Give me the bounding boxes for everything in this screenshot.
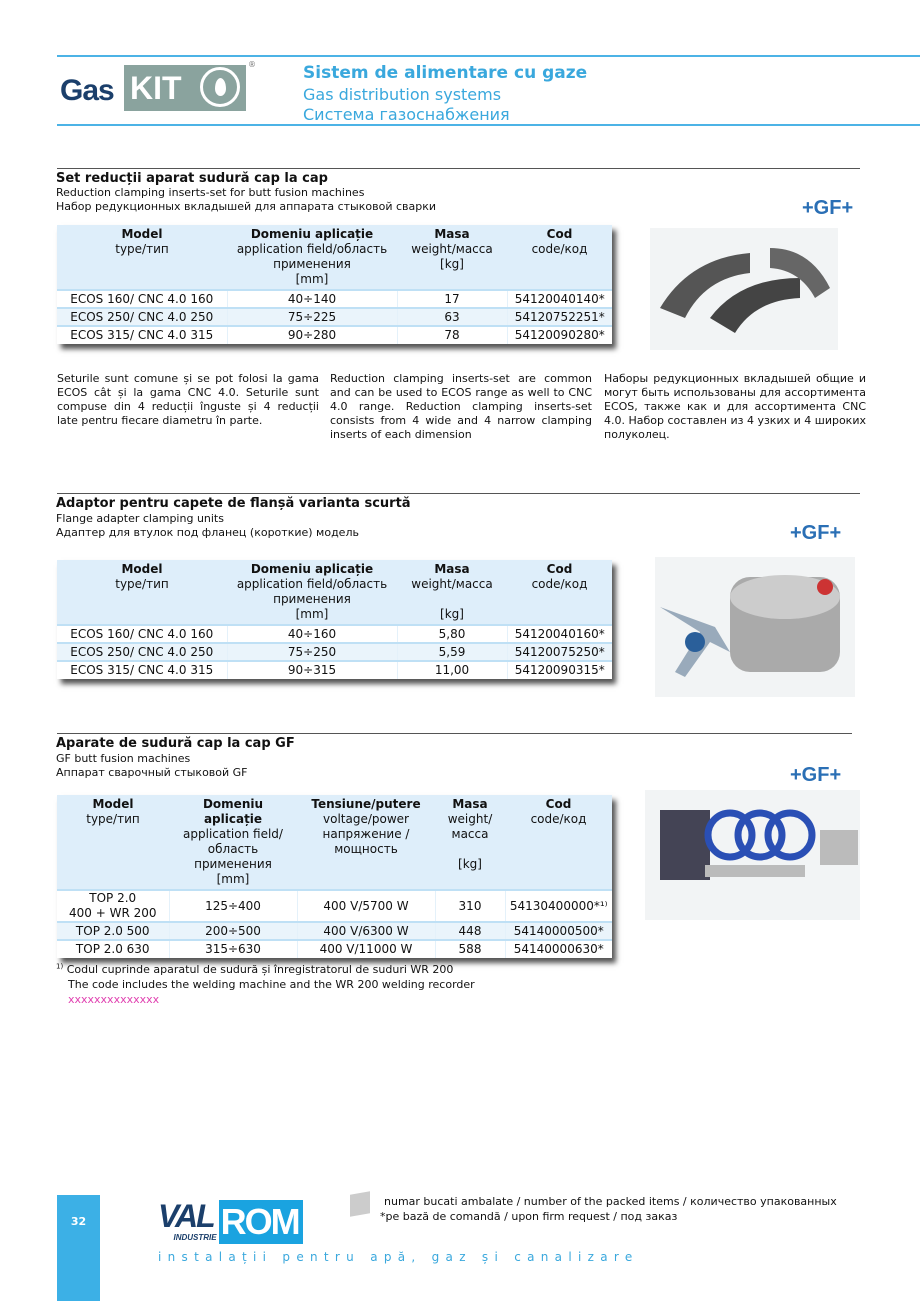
column-header bbox=[435, 795, 505, 890]
column-header-line: type/тип bbox=[86, 812, 140, 826]
column-header-title: Cod bbox=[545, 797, 572, 811]
table-cell: 54120075250* bbox=[507, 643, 612, 661]
column-header-line: type/тип bbox=[115, 242, 169, 256]
footnote-ro bbox=[56, 963, 453, 977]
section-subtitle-ru: Адаптер для втулок под фланец (короткие) модель bbox=[56, 526, 359, 539]
table-cell: ECOS 160/ CNC 4.0 160 bbox=[57, 290, 227, 308]
section-subtitle-ru: Набор редукционных вкладышей для аппарата стыковой сварки bbox=[56, 200, 437, 213]
valrom-logo bbox=[158, 1200, 303, 1246]
table-cell: ECOS 315/ CNC 4.0 315 bbox=[57, 661, 227, 679]
column-header-title: Tensiune/putere bbox=[311, 797, 421, 811]
gf-logo: +GF+ bbox=[790, 522, 842, 544]
column-header bbox=[227, 560, 397, 625]
table-cell: 400 V/6300 W bbox=[297, 922, 435, 940]
description-ru: Наборы редукционных вкладышей общие и могут быть использованы для ассортимента ECOS, также как и для ассортимента CNC 4.0. Набор составлен из 4 узких и 4 широких полуколец. bbox=[604, 372, 866, 441]
column-header bbox=[227, 225, 397, 290]
section-rule bbox=[57, 733, 852, 734]
table-cell: ECOS 250/ CNC 4.0 250 bbox=[57, 308, 227, 326]
table-header-row bbox=[57, 225, 612, 290]
table-row bbox=[57, 940, 612, 958]
table-cell: ECOS 250/ CNC 4.0 250 bbox=[57, 643, 227, 661]
column-header-line: application field/область bbox=[236, 242, 388, 256]
registered-icon: ® bbox=[248, 60, 256, 69]
footnote-en: The code includes the welding machine and the WR 200 welding recorder bbox=[68, 978, 475, 991]
gaskit-logo-kit-text: KIT bbox=[130, 70, 182, 106]
table-row bbox=[57, 890, 612, 922]
gaskit-logo-gas: Gas bbox=[60, 74, 114, 107]
section-subtitle-en: GF butt fusion machines bbox=[56, 752, 191, 765]
table-cell: TOP 2.0 500 bbox=[57, 922, 169, 940]
table-header-row bbox=[57, 795, 612, 890]
column-header-line: code/код bbox=[531, 577, 588, 591]
product-table bbox=[57, 225, 612, 344]
header-bottom-rule bbox=[57, 124, 920, 126]
page-title-ru: Система газоснабжения bbox=[303, 105, 510, 124]
legend-firm-request: *pe bază de comandă / upon firm request / под заказ bbox=[380, 1210, 678, 1223]
page-number: 32 bbox=[57, 1195, 100, 1301]
valrom-logo-val: VAL bbox=[158, 1198, 214, 1234]
table-cell: 75÷250 bbox=[227, 643, 397, 661]
column-header bbox=[505, 795, 612, 890]
column-header-line: напряжение / bbox=[322, 827, 410, 841]
table-cell: ECOS 160/ CNC 4.0 160 bbox=[57, 625, 227, 643]
column-header-line: [kg] bbox=[440, 257, 464, 271]
table-cell: 315÷630 bbox=[169, 940, 297, 958]
column-header-line: [mm] bbox=[295, 607, 329, 621]
product-image-clamping-inserts bbox=[650, 228, 838, 350]
legend-packed-items: numar bucati ambalate / number of the packed items / количество упакованных bbox=[384, 1195, 837, 1208]
column-header-title: Cod bbox=[546, 227, 573, 241]
table-cell: 40÷140 bbox=[227, 290, 397, 308]
column-header-title: Model bbox=[121, 227, 163, 241]
table-row bbox=[57, 308, 612, 326]
column-header-title: Model bbox=[121, 562, 163, 576]
column-header-title: Cod bbox=[546, 562, 573, 576]
table-cell: 54120090280* bbox=[507, 326, 612, 344]
column-header-title: Domeniu aplicație bbox=[250, 562, 374, 576]
table-cell: 448 bbox=[435, 922, 505, 940]
product-table bbox=[57, 560, 612, 679]
product-image-flange-adapter bbox=[655, 557, 855, 697]
flame-icon bbox=[200, 67, 240, 107]
table-cell: 54140000500* bbox=[505, 922, 612, 940]
column-header-line: code/код bbox=[530, 812, 587, 826]
valrom-logo-val-group bbox=[158, 1200, 217, 1243]
table-header-row bbox=[57, 560, 612, 625]
column-header-line: code/код bbox=[531, 242, 588, 256]
column-header-line: [kg] bbox=[458, 857, 482, 871]
product-table bbox=[57, 795, 612, 958]
table-cell: 54130400000*¹⁾ bbox=[505, 890, 612, 922]
column-header-line: применения bbox=[273, 592, 351, 606]
table-cell: 400 V/5700 W bbox=[297, 890, 435, 922]
column-header-line: weight/масса bbox=[411, 242, 493, 256]
header-top-rule bbox=[57, 55, 920, 57]
box-icon bbox=[350, 1191, 370, 1217]
column-header-line: application field/область bbox=[236, 577, 388, 591]
column-header bbox=[169, 795, 297, 890]
table-cell: 11,00 bbox=[397, 661, 507, 679]
section-title: Set reducții aparat sudură cap la cap bbox=[56, 171, 328, 186]
table-cell: 54140000630* bbox=[505, 940, 612, 958]
table-cell: ECOS 315/ CNC 4.0 315 bbox=[57, 326, 227, 344]
column-header-line: [mm] bbox=[216, 872, 250, 886]
column-header-title: Domeniu aplicație bbox=[202, 797, 264, 826]
column-header-line: применения bbox=[194, 857, 272, 871]
table-row bbox=[57, 643, 612, 661]
section-subtitle-ru: Аппарат сварочный стыковой GF bbox=[56, 766, 248, 779]
column-header bbox=[507, 560, 612, 625]
table-cell: TOP 2.0 400 + WR 200 bbox=[57, 890, 169, 922]
footnote-ro-text: Codul cuprinde aparatul de sudură și înregistratorul de suduri WR 200 bbox=[66, 963, 454, 976]
table-cell: 200÷500 bbox=[169, 922, 297, 940]
table-cell: 17 bbox=[397, 290, 507, 308]
column-header-title: Masa bbox=[434, 227, 470, 241]
section-rule bbox=[57, 493, 860, 494]
footnote-marker: 1) bbox=[56, 962, 64, 971]
section-title: Aparate de sudură cap la cap GF bbox=[56, 736, 295, 751]
column-header-title: Masa bbox=[452, 797, 488, 811]
column-header-line: weight/ bbox=[447, 812, 493, 826]
table-cell: 54120040140* bbox=[507, 290, 612, 308]
table-cell: 63 bbox=[397, 308, 507, 326]
table-row bbox=[57, 661, 612, 679]
table-row bbox=[57, 625, 612, 643]
table-cell: 75÷225 bbox=[227, 308, 397, 326]
column-header bbox=[57, 225, 227, 290]
table-cell: 90÷315 bbox=[227, 661, 397, 679]
column-header-line: мощность bbox=[334, 842, 398, 856]
section-subtitle-en: Flange adapter clamping units bbox=[56, 512, 224, 525]
column-header bbox=[57, 795, 169, 890]
table-cell: 78 bbox=[397, 326, 507, 344]
valrom-logo-rom: ROM bbox=[219, 1200, 303, 1244]
column-header-line: область bbox=[207, 842, 259, 856]
column-header bbox=[507, 225, 612, 290]
section-title: Adaptor pentru capete de flanșă varianta scurtă bbox=[56, 496, 411, 511]
tagline: instalații pentru apă, gaz și canalizare bbox=[158, 1250, 639, 1264]
product-image-butt-fusion-machine bbox=[645, 790, 860, 920]
table-cell: 40÷160 bbox=[227, 625, 397, 643]
page-title-en: Gas distribution systems bbox=[303, 85, 502, 104]
table-cell: 54120090315* bbox=[507, 661, 612, 679]
description-ro: Seturile sunt comune și se pot folosi la gama ECOS cât și la gama CNC 4.0. Seturile sunt compuse din 4 reducții înguste și 4 reducții late pentru fiecare diametru în parte. bbox=[57, 372, 319, 427]
column-header-line bbox=[439, 842, 501, 857]
section-subtitle-en: Reduction clamping inserts-set for butt fusion machines bbox=[56, 186, 365, 199]
table-cell: 125÷400 bbox=[169, 890, 297, 922]
gf-logo: +GF+ bbox=[802, 197, 854, 219]
table-cell: 588 bbox=[435, 940, 505, 958]
valrom-logo-industrie: INDUSTRIE bbox=[173, 1233, 217, 1242]
column-header bbox=[397, 560, 507, 625]
table-row bbox=[57, 922, 612, 940]
table-cell: 5,59 bbox=[397, 643, 507, 661]
column-header-line: применения bbox=[273, 257, 351, 271]
column-header-line: weight/масса bbox=[411, 577, 493, 591]
column-header bbox=[297, 795, 435, 890]
footnote-placeholder: xxxxxxxxxxxxxx bbox=[68, 993, 160, 1006]
table-row bbox=[57, 290, 612, 308]
table-cell: 54120752251* bbox=[507, 308, 612, 326]
column-header-title: Model bbox=[92, 797, 134, 811]
table-cell: 90÷280 bbox=[227, 326, 397, 344]
table-cell: TOP 2.0 630 bbox=[57, 940, 169, 958]
column-header-title: Domeniu aplicație bbox=[250, 227, 374, 241]
column-header bbox=[57, 560, 227, 625]
column-header-line: [mm] bbox=[295, 272, 329, 286]
table-row bbox=[57, 326, 612, 344]
column-header-line: voltage/power bbox=[323, 812, 409, 826]
column-header-line: application field/ bbox=[183, 827, 283, 841]
gf-logo: +GF+ bbox=[790, 764, 842, 786]
column-header-line bbox=[401, 592, 503, 607]
table-cell: 5,80 bbox=[397, 625, 507, 643]
column-header-line: масса bbox=[451, 827, 489, 841]
page-title-ro: Sistem de alimentare cu gaze bbox=[303, 63, 588, 83]
table-cell: 310 bbox=[435, 890, 505, 922]
column-header bbox=[397, 225, 507, 290]
gaskit-logo-kit bbox=[124, 65, 246, 111]
table-cell: 400 V/11000 W bbox=[297, 940, 435, 958]
table-cell: 54120040160* bbox=[507, 625, 612, 643]
column-header-line: type/тип bbox=[115, 577, 169, 591]
column-header-title: Masa bbox=[434, 562, 470, 576]
description-en: Reduction clamping inserts-set are common and can be used to ECOS range as well to CNC 4.0 range. Reduction clamping inserts-set consists from 4 wide and 4 narrow clamping inserts of each dimension bbox=[330, 372, 592, 441]
column-header-line: [kg] bbox=[440, 607, 464, 621]
section-rule bbox=[57, 168, 860, 169]
